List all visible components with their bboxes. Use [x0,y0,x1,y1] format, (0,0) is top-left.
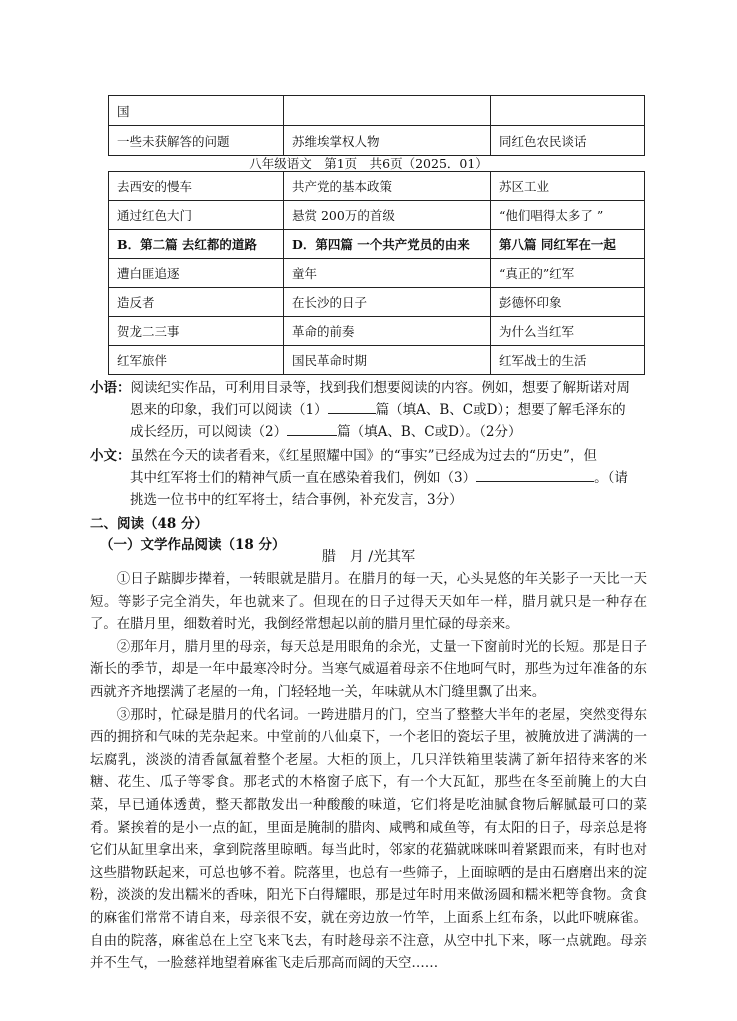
contents-table-main [108,171,645,375]
table-cell [491,96,645,126]
xiaowen-text: 其中红军将士们的精神气质一直在感染着我们，例如（3） [130,470,477,486]
xiaoyu-text: 恩来的印象，我们可以阅读（1） [130,402,328,418]
table-cell: 为什么当红军 [491,317,645,346]
table-cell: 国 [109,96,284,126]
answer-blank-2[interactable] [287,421,337,436]
article-paragraph: ②那年月，腊月里的母亲，每天总是用眼角的余光，丈量一下窗前时光的长短。那是日子渐长的季节，却是一年中最寒冷时分。当寒气威逼着母亲不住地呵气时，那些为过年准备的东西就齐齐地摆满了老屋的一角，门轻轻地一关，年味就从木门缝里飘了出来。 [90,639,647,700]
table-cell: 国民革命时期 [284,346,491,375]
table-row [109,288,645,317]
article-paragraph: ③那时，忙碌是腊月的代名词。一跨进腊月的门，空当了整整大半年的老屋，突然变得东西的拥挤和气味的芜杂起来。中堂前的八仙桌下，一个老旧的瓷坛子里，被腌放进了满满的一坛腐乳，淡淡的清香氤氲着整个老屋。大柜的顶上，几只洋铁箱里装满了新年招待来客的米糖、花生、瓜子等零食。那老式的木格窗子底下，有一个大瓦缸，那些在冬至前腌上的大白菜，早已通体透黄，整天都散发出一种酸酸的味道，它们将是吃油腻食物后解腻最可口的菜肴。紧挨着的是小一点的缸，里面是腌制的腊肉、咸鸭和咸鱼等，有太阳的日子，母亲总是将它们从缸里拿出来，拿到院落里晾晒。每当此时，邻家的花猫就咪咪叫着紧跟而来，有时也对这些腊物跃起来，可总也够不着。院落里，也总有一些筛子，上面晾晒的是由石磨磨出来的淀粉，淡淡的发出糯米的香味，阳光下白得耀眼，那是过年时用来做汤圆和糯米粑等食物。贪食的麻雀们常常不请自来，母亲很不安，就在旁边放一竹竿，上面系上红布条，以此吓唬麻雀。自由的院落，麻雀总在上空飞来飞去，有时趁母亲不注意，从空中扎下来，啄一点就跑。母亲并不生气，一脸慈祥地望着麻雀飞走后那高而阔的天空…… [90,707,647,972]
table-cell: 悬赏 200万的首级 [284,201,491,230]
xiaowen-line-3 [130,489,463,511]
table-row [109,230,645,259]
table-cell: 彭德怀印象 [491,288,645,317]
table-cell [284,96,491,126]
table-cell: 造反者 [109,288,284,317]
table-cell: 红军战士的生活 [491,346,645,375]
xiaoyu-line-2 [130,399,626,421]
xiaoyu-line-3 [130,421,522,443]
xiaoyu-text: 篇（填A、B、C或D）。（2分） [337,424,522,440]
table-cell: B．第二篇 去红都的道路 [109,230,284,259]
article-body [90,569,647,976]
xiaoyu-text: 篇（填A、B、C或D）；想要了解毛泽东的 [375,402,626,418]
table-cell: 遭白匪追逐 [109,259,284,288]
table-cell: 苏区工业 [491,172,645,201]
table-cell: 贺龙二三事 [109,317,284,346]
xiaowen-lead: 小文： [90,448,131,464]
table-cell: 童年 [284,259,491,288]
xiaowen-text: 挑选一位书中的红军将士，结合事例，补充发言，3分） [130,492,463,508]
xiaoyu-lead: 小语： [90,380,131,396]
table-cell: 去西安的慢车 [109,172,284,201]
contents-table-top [108,95,645,156]
xiaowen-text: 。（请 [594,470,628,486]
table-cell: 红军旅伴 [109,346,284,375]
page-footer: 八年级语文 第1页 共6页（2025．01） [249,156,488,171]
answer-blank-1[interactable] [328,399,376,414]
table-cell: D．第四篇 一个共产党员的由来 [284,230,491,259]
xiaowen-line-2 [130,467,628,489]
xiaowen-line-1 [90,445,597,467]
table-cell: “真正的”红军 [491,259,645,288]
table-cell: 共产党的基本政策 [284,172,491,201]
table-row [109,317,645,346]
table-cell: 革命的前奏 [284,317,491,346]
article-title: 腊 月 /光其军 [321,549,416,565]
article-paragraph: ①日子踮脚步撵着，一转眼就是腊月。在腊月的每一天，心头晃悠的年关影子一天比一天短。等影子完全消失，年也就来了。但现在的日子过得天天如年一样，腊月就只是一种存在了。在腊月里，细数着时光，我倒经常想起以前的腊月里忙碌的母亲来。 [90,572,647,633]
xiaoyu-text: 阅读纪实作品，可利用目录等，找到我们想要阅读的内容。例如，想要了解斯诺对周 [130,380,630,396]
table-cell: 第八篇 同红军在一起 [491,230,645,259]
table-row [109,172,645,201]
table-cell: 一些未获解答的问题 [109,126,284,156]
table-row [109,201,645,230]
table-cell: “他们唱得太多了 ” [491,201,645,230]
section-heading-reading: 二、阅读（48 分） [90,516,208,532]
table-cell: 在长沙的日子 [284,288,491,317]
table-row [109,346,645,375]
table-cell: 通过红色大门 [109,201,284,230]
table-row [109,259,645,288]
table-row [109,96,645,126]
table-cell: 同红色农民谈话 [491,126,645,156]
section-heading-literature: （一）文学作品阅读（18 分） [100,537,286,553]
xiaoyu-line-1 [90,377,630,399]
xiaowen-text: 虽然在今天的读者看来，《红星照耀中国》的“事实”已经成为过去的“历史”，但 [130,448,597,464]
xiaoyu-text: 成长经历，可以阅读（2） [130,424,288,440]
table-row [109,126,645,156]
table-cell: 苏维埃掌权人物 [284,126,491,156]
answer-blank-3[interactable] [476,467,594,482]
